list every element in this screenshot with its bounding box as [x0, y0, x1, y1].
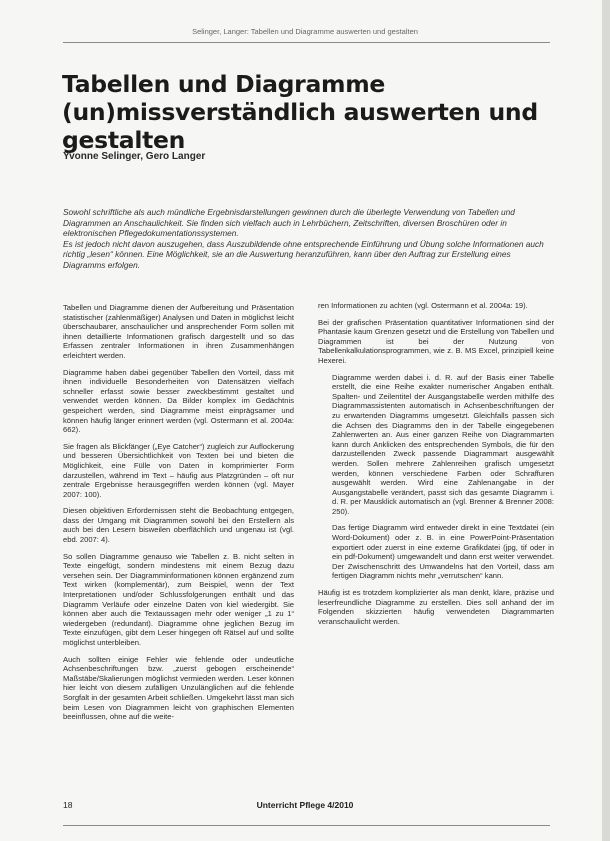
body-paragraph: ren Informationen zu achten (vgl. Ostermann et al. 2004a: 19).	[318, 301, 528, 310]
title-line-1: Tabellen und Diagramme	[62, 70, 386, 98]
lead-text-1: Sowohl schriftliche als auch mündliche Ergebnisdarstellungen gewinnen durch die überlegte Verwendung von Tabellen und Diagrammen an Anschaulichkeit. Sie finden sich vielfach auch in Lehrbüchern, Zeitschriften, diversen Broschüren oder in elektronischen Pflegedokumentationssystemen.	[63, 207, 515, 239]
running-head: Selinger, Langer: Tabellen und Diagramme auswerten und gestalten	[192, 27, 418, 36]
header-divider	[63, 42, 550, 43]
body-paragraph: Diagramme haben dabei gegenüber Tabellen den Vorteil, dass mit ihnen individuelle Besonderheiten von Datensätzen vielfach schneller erfasst sowie besser zweckbestimmt gestaltet und verwendet werden können. Da Bilder komplex im Gedächtnis gespeichert werden, sind Diagramme meist einprägsamer und können häufig länger erinnert werden (vgl. Ostermann et al. 2004a: 662).	[63, 367, 294, 435]
indented-paragraph: Diagramme werden dabei i. d. R. auf der Basis einer Tabelle erstellt, die eine Reihe exakter numerischer Angaben enthält. Spalten- und Zeilentitel der Ausgangstabelle werden mithilfe des Diagrammassistenten automatisch in Achsenbeschriftungen der zu erwartenden Diagramms umgesetzt. Gleichfalls passen sich die Achsen des Diagramms den in der Tabelle eingegebenen Zahlenwerten an. Aus einer ganzen Reihe von Diagrammarten kann durch Anklicken des entsprechenden Symbols, die für den darzustellenden Zweck passende Diagrammart ausgewählt werden. Sollen mehrere Zahlenreihen grafisch umgesetzt werden, können verschiedene Farben oder Schraffuren ausgewählt werden. Wird eine Zahlenangabe in der Ausgangstabelle verändert, passt sich das gesamte Diagramm i. d. R. per Mausklick automatisch an (vgl. Brenner & Brenner 2008: 250).	[332, 372, 554, 516]
body-paragraph: Tabellen und Diagramme dienen der Aufbereitung und Präsentation statistischer (zahlenmäßiger) Analysen und Daten in möglichst leicht überschaubarer, anschaulicher und ansprechender Form sollen mit ihnen detaillierte Informationen grafisch dargestellt und so das Erfassen zentraler Informationen in ihren Zusammenhängen erleichtert werden.	[63, 303, 294, 360]
scan-edge	[602, 0, 610, 841]
body-paragraph: Sie fragen als Blickfänger („Eye Catcher“) zugleich zur Auflockerung und besseren Übersichtlichkeit von Texten bei und bieten die Möglichkeit, eine Fülle von Daten in komprimierter Form darzustellen, während im Text – häufig aus Platzgründen – oft nur zentrale Ergebnisse herausgegriffen werden können (vgl. Mayer 2007: 100).	[63, 441, 294, 499]
body-paragraph: Auch sollten einige Fehler wie fehlende oder undeutliche Achsenbeschriftungen bzw. „zuerst gebogen erscheinende“ Maßstäbe/Skalierungen möglichst vermieden werden. Leser können hier leicht von diesem zufälligen Unzulänglichen auf die fehlende Sorgfalt in der gesamten Arbeit schließen. Umgekehrt lässt man sich beim Lesen von Diagrammen leicht von graphischen Elementen beeinflussen, ohne auf die weite-	[63, 654, 294, 722]
body-column-left	[63, 303, 294, 729]
body-paragraph: Häufig ist es trotzdem komplizierter als man denkt, klare, präzise und leserfreundliche Diagramme zu erstellen. Dies soll anhand der im Folgenden skizzierten häufig verwendeten Diagrammarten veranschaulicht werden.	[318, 588, 554, 626]
page-number: 18	[63, 800, 73, 810]
body-paragraph: Diesen objektiven Erfordernissen steht die Beobachtung entgegen, dass der Umgang mit Diagrammen sowohl bei den Erstellern als auch bei den Lesern bisweilen oberflächlich und ungenau ist (vgl. ebd. 2007: 4).	[63, 506, 294, 545]
body-paragraph: So sollen Diagramme genauso wie Tabellen z. B. nicht selten in Texte eingefügt, sondern mindestens mit einem Bezug dazu versehen sein. Der Diagramminformationen können ergänzend zum Text wirken (komplementär), zum Beispiel, wenn der Text Interpretationen und/oder Schlussfolgerungen enthält und das Diagramm Verläufe oder einzelne Daten von kiel wiedergibt. Sie können aber auch die Textaussagen mehr oder weniger „1 zu 1“ wiedergeben (redundant). Diagramme ohne jeglichen Bezug im Texte einzufügen, gibt dem Leser hingegen oft Rätsel auf und sollte möglichst unterbleiben.	[63, 551, 294, 647]
footer-divider	[63, 825, 550, 826]
indented-paragraph: Das fertige Diagramm wird entweder direkt in eine Textdatei (ein Word-Dokument) oder z. B. in eine PowerPoint-Präsentation exportiert oder zuerst in eine externe Grafikdatei (jpg, tif oder in ein pdf-Dokument) umgewandelt und dann erst weiter verwendet. Der Zwischenschritt des Umwandelns hat den Vorteil, dass am fertigen Diagramm nichts mehr „verrutschen“ kann.	[332, 523, 554, 581]
journal-name: Unterricht Pflege 4/2010	[256, 800, 354, 810]
title-line-2: (un)missverständlich auswerten und gestalten	[62, 98, 538, 154]
body-column-right	[318, 301, 554, 633]
article-title	[62, 70, 562, 154]
article-authors: Yvonne Selinger, Gero Langer	[63, 151, 206, 162]
lead-text-2: Es ist jedoch nicht davon auszugehen, dass Auszubildende ohne entsprechende Einführung und Übung solche Informationen auch richtig „lesen“ können. Eine Möglichkeit, sie an die Auswertung heranzuführen, kann über den Auftrag zur Erstellung eines Diagramms erfolgen.	[63, 238, 544, 270]
body-paragraph: Bei der grafischen Präsentation quantitativer Informationen sind der Phantasie kaum Grenzen gesetzt und die Erstellung von Tabellen und Diagrammen ist bei der Nutzung von Tabellenkalkulationsprogrammen, wie z. B. MS Excel, prinzipiell keine Hexerei.	[318, 317, 554, 365]
lead-paragraph	[63, 207, 553, 271]
